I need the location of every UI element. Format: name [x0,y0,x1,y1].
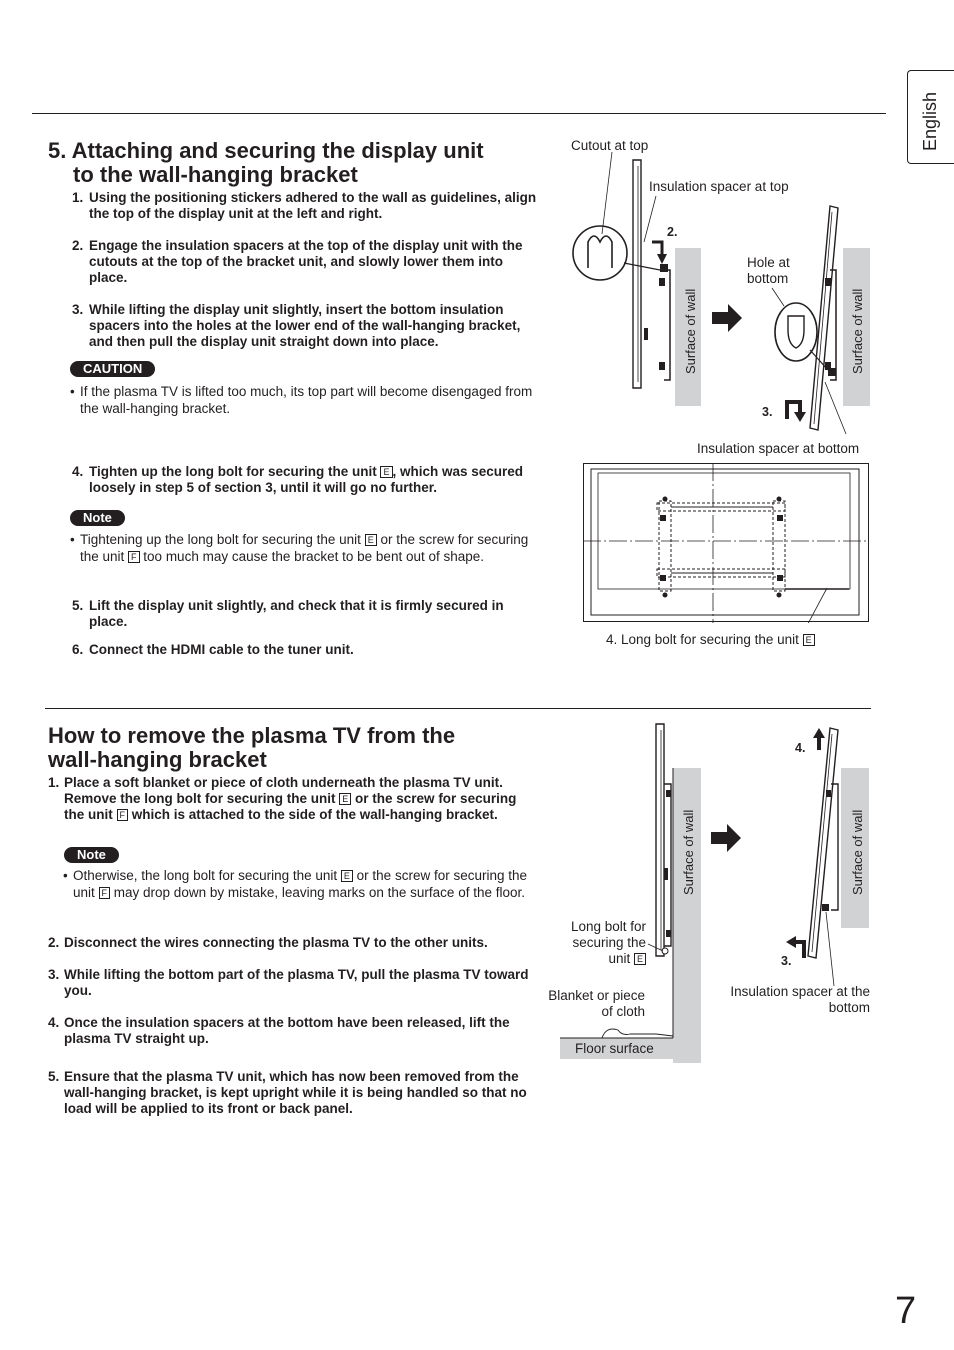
label-blanket: Blanket or piece of cloth [548,988,645,1019]
hole-zoom-icon [775,303,817,361]
unit-e-icon: E [380,466,392,478]
section5-title-line2: to the wall-hanging bracket [73,162,358,187]
arrow-right-icon [711,824,741,852]
remove-title-line2: wall-hanging bracket [48,747,267,772]
label-surface-wall: Surface of wall [683,288,698,374]
language-label: English [920,91,940,151]
remove-title [48,724,548,772]
insulation-spacer-icon [828,368,836,376]
label-step4: 4. [795,741,806,755]
label-cutout-top: Cutout at top [571,138,649,153]
unit-e-icon: E [341,870,353,882]
section5-step4: 4. Tighten up the long bolt for securing the unit E , which was secured loosely in step 5 of section 3, until it will go no further. [72,464,524,495]
page-number: 7 [895,1290,917,1332]
header-rule [32,113,886,114]
tv-rear-outline [584,464,869,622]
section5-step5: 5. Lift the display unit slightly, and check that it is firmly secured in place. [72,598,504,629]
remove-steps [48,935,538,1117]
label-insulation-bottom-remove: Insulation spacer at the bottom [730,984,870,1015]
arrow-down-icon [657,254,667,264]
caution-text: • If the plasma TV is lifted too much, its top part will become disengaged from the wall-hanging bracket. [70,384,533,416]
unit-e-icon: E [339,793,351,805]
section5-title [48,139,548,187]
unit-f-icon: F [117,809,129,821]
unit-f-icon: F [99,887,111,899]
unit-e-icon: E [803,634,815,646]
display-unit-side [633,160,641,388]
label-surface-wall: Surface of wall [850,288,865,374]
remove-step: 2. Disconnect the wires connecting the plasma TV to the other units. [48,935,488,950]
note-text: • Tightening up the long bolt for securing the unit E or the screw for securing the unit F too much may cause the bracket to be bent out of shape. [70,532,529,564]
remove-step1: 1. Place a soft blanket or piece of cloth underneath the plasma TV unit. Remove the long bolt for securing the unit E or the screw for securing the unit F which is attached to the side of the wall-hanging bracket. [48,775,517,822]
label-long-bolt-remove: Long bolt for securing the unit E [570,919,646,966]
bracket [831,784,838,910]
remove-step: 5. Ensure that the plasma TV unit, which has now been removed from the wall-hanging bracket, is kept upright while it is being handled so that no load will be applied to its front or back panel. [48,1069,527,1116]
label-floor: Floor surface [575,1041,654,1056]
remove-note-text: • Otherwise, the long bolt for securing the unit E or the screw for securing the unit F may drop down by mistake, leaving marks on the surface of the floor. [63,868,527,900]
arrow-left-icon [786,936,796,948]
bracket [664,784,671,946]
remove-title-line1: How to remove the plasma TV from the [48,723,456,748]
arrow-up-icon [813,728,825,738]
cutout-zoom-icon [573,226,627,280]
display-unit-side [656,724,664,956]
unit-f-icon: F [128,551,140,563]
insulation-spacer-icon [660,264,668,272]
section5-step: 1. Using the positioning stickers adhered to the wall as guidelines, align the top of the display unit at the left and right. [72,190,537,221]
label-step3: 3. [781,954,792,968]
arrow-down-icon [794,412,806,422]
label-step2: 2. [667,225,678,239]
caution-badge: CAUTION [70,361,155,377]
section-divider [45,708,871,709]
section5-steps [72,190,537,350]
rear-view-diagram [583,463,869,623]
display-unit-side [808,728,838,958]
section5-step6: 6. Connect the HDMI cable to the tuner unit. [72,642,354,657]
label-surface-wall: Surface of wall [681,809,696,895]
section5-step: 2. Engage the insulation spacers at the top of the display unit with the cutouts at the top of the bracket unit, and slowly lower them into place. [72,238,523,285]
label-long-bolt: 4. Long bolt for securing the unit E [606,632,815,648]
section5-step: 3. While lifting the display unit slightly, insert the bottom insulation spacers into the holes at the lower end of the wall-hanging bracket, and then pull the display unit straight down into place. [72,302,521,349]
label-insulation-top: Insulation spacer at top [649,179,789,194]
label-insulation-bottom: Insulation spacer at bottom [697,441,860,456]
blanket [602,1029,673,1038]
note-badge: Note [70,510,125,526]
label-surface-wall: Surface of wall [850,809,865,895]
unit-e-icon: E [365,534,377,546]
insulation-spacer-icon [822,904,829,911]
note-badge: Note [64,847,119,863]
unit-e-icon: E [634,953,646,965]
label-hole-bottom: Hole at bottom [747,255,790,286]
language-tab [907,70,954,164]
label-step3: 3. [762,405,773,419]
remove-step: 3. While lifting the bottom part of the plasma TV, pull the plasma TV toward you. [48,967,529,998]
arrow-right-icon [712,304,742,332]
remove-step: 4. Once the insulation spacers at the bottom have been released, lift the plasma TV straight up. [48,1015,510,1046]
section5-title-line1: 5. Attaching and securing the display unit [48,138,484,163]
